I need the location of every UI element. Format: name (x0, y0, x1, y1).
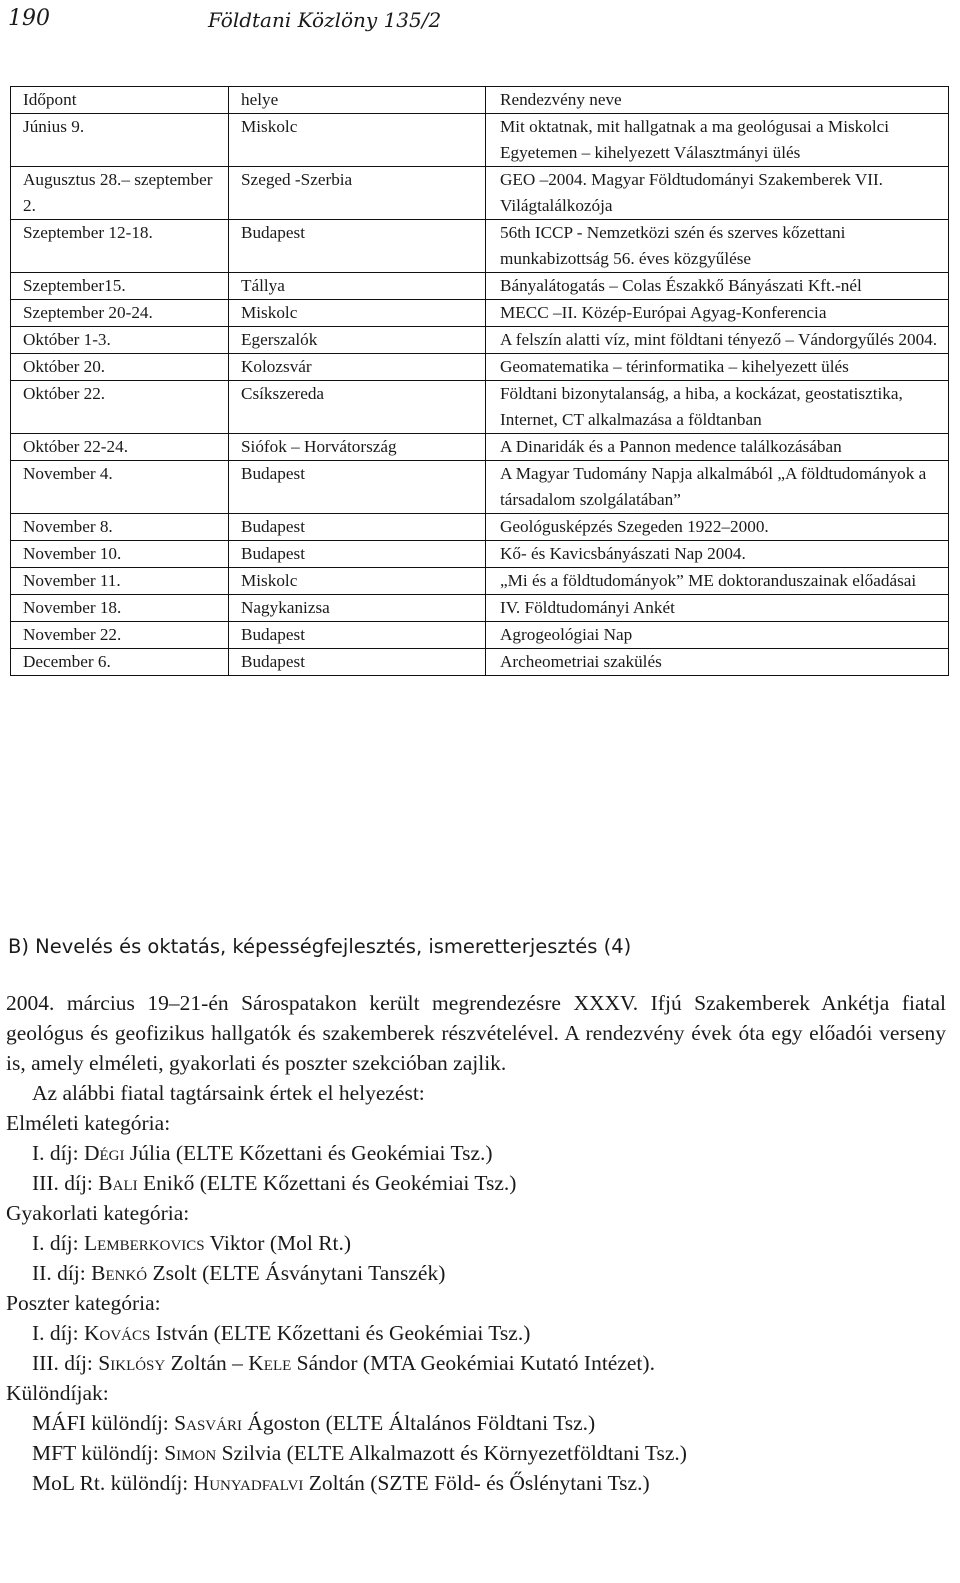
table-cell-event: Mit oktatnak, mit hallgatnak a ma geológusai a Miskolci Egyetemen – kihelyezett Választmányi ülés (486, 114, 949, 167)
table-cell-event: Agrogeológiai Nap (486, 622, 949, 649)
table-cell-date: November 10. (11, 541, 229, 568)
table-row (11, 649, 949, 676)
table-row (11, 434, 949, 461)
award-surname: Simon (164, 1441, 217, 1465)
table-cell-event: A Dinaridák és a Pannon medence találkozásában (486, 434, 949, 461)
section-body (6, 988, 946, 1498)
category-heading: Gyakorlati kategória: (6, 1201, 190, 1225)
table-cell-event: A Magyar Tudomány Napja alkalmából „A földtudományok a társadalom szolgálatában” (486, 461, 949, 514)
award-line (6, 1228, 946, 1258)
table-cell-place: Csíkszereda (229, 381, 486, 434)
award-rest: Viktor (Mol Rt.) (204, 1231, 352, 1255)
table-header-row (11, 87, 949, 114)
table-row (11, 167, 949, 220)
table-cell-event: „Mi és a földtudományok” ME doktoranduszainak előadásai (486, 568, 949, 595)
award-surname: Bali (98, 1171, 138, 1195)
award-prize: I. díj: (32, 1321, 84, 1345)
table-cell-event: Földtani bizonytalanság, a hiba, a kockázat, geostatisztika, Internet, CT alkalmazása a földtanban (486, 381, 949, 434)
journal-title: Földtani Közlöny 135/2 (208, 8, 442, 32)
table-row (11, 381, 949, 434)
table-cell-date: November 8. (11, 514, 229, 541)
award-categories (6, 1108, 946, 1498)
table-cell-event: Rendezvény neve (486, 87, 949, 114)
award-line (6, 1318, 946, 1348)
table-cell-date: Időpont (11, 87, 229, 114)
award-rest: Zoltán (SZTE Föld- és Őslénytani Tsz.) (303, 1471, 650, 1495)
table-cell-date: Szeptember 20-24. (11, 300, 229, 327)
page-number: 190 (8, 6, 50, 31)
table-cell-place: Budapest (229, 622, 486, 649)
table-cell-date: November 18. (11, 595, 229, 622)
table-cell-date: November 4. (11, 461, 229, 514)
table-cell-event: Archeometriai szakülés (486, 649, 949, 676)
award-surname: Sasvári (174, 1411, 242, 1435)
table-row (11, 568, 949, 595)
table-cell-place: Budapest (229, 220, 486, 273)
table-cell-place: Szeged -Szerbia (229, 167, 486, 220)
table-cell-event: Geomatematika – térinformatika – kihelyezett ülés (486, 354, 949, 381)
award-rest: István (ELTE Kőzettani és Geokémiai Tsz.) (150, 1321, 531, 1345)
award-surname: Kele (248, 1351, 292, 1375)
award-line (6, 1438, 946, 1468)
award-line (6, 1258, 946, 1288)
table-row (11, 300, 949, 327)
table-row (11, 220, 949, 273)
award-rest: Sándor (MTA Geokémiai Kutató Intézet). (291, 1351, 655, 1375)
table-row (11, 327, 949, 354)
award-prize: I. díj: (32, 1231, 84, 1255)
award-rest: Ágoston (ELTE Általános Földtani Tsz.) (241, 1411, 596, 1435)
table-cell-date: Október 20. (11, 354, 229, 381)
table-cell-place: Budapest (229, 649, 486, 676)
award-prize: MoL Rt. különdíj: (32, 1471, 194, 1495)
table-cell-place: Siófok – Horvátország (229, 434, 486, 461)
table-row (11, 514, 949, 541)
table-cell-place: Nagykanizsa (229, 595, 486, 622)
table-cell-date: Október 22. (11, 381, 229, 434)
award-line (6, 1408, 946, 1438)
award-line (6, 1348, 946, 1378)
award-rest: Enikő (ELTE Kőzettani és Geokémiai Tsz.) (137, 1171, 517, 1195)
table-cell-date: Szeptember 12-18. (11, 220, 229, 273)
award-prize: II. díj: (32, 1261, 92, 1285)
table-cell-event: Bányalátogatás – Colas Északkő Bányászati Kft.-nél (486, 273, 949, 300)
award-prize: I. díj: (32, 1141, 84, 1165)
award-surname: Lemberkovics (83, 1231, 205, 1255)
table-cell-place: Egerszalók (229, 327, 486, 354)
table-cell-place: Tállya (229, 273, 486, 300)
table-cell-event: A felszín alatti víz, mint földtani tényező – Vándorgyűlés 2004. (486, 327, 949, 354)
table-row (11, 541, 949, 568)
category-heading: Különdíjak: (6, 1381, 109, 1405)
award-line (6, 1138, 946, 1168)
table-cell-date: November 22. (11, 622, 229, 649)
table-row (11, 622, 949, 649)
table-row (11, 461, 949, 514)
table-cell-date: Október 1-3. (11, 327, 229, 354)
table-cell-date: December 6. (11, 649, 229, 676)
table-cell-event: GEO –2004. Magyar Földtudományi Szakemberek VII. Világtalálkozója (486, 167, 949, 220)
award-line (6, 1468, 946, 1498)
table-row (11, 354, 949, 381)
table-cell-date: Augusztus 28.– szeptember 2. (11, 167, 229, 220)
table-cell-place: Miskolc (229, 114, 486, 167)
winners-intro: Az alábbi fiatal tagtársaink értek el helyezést: (32, 1081, 425, 1105)
table-cell-place: Budapest (229, 514, 486, 541)
award-prize: MFT különdíj: (32, 1441, 165, 1465)
table-cell-event: IV. Földtudományi Ankét (486, 595, 949, 622)
table-row (11, 273, 949, 300)
category-heading: Elméleti kategória: (6, 1111, 171, 1135)
table-cell-event: MECC –II. Közép-Európai Agyag-Konferencia (486, 300, 949, 327)
award-rest: Zoltán – (165, 1351, 249, 1375)
table-cell-date: Szeptember15. (11, 273, 229, 300)
section-title: B) Nevelés és oktatás, képességfejlesztés, ismeretterjesztés (4) (8, 935, 632, 958)
table-row (11, 114, 949, 167)
award-prize: III. díj: (32, 1171, 99, 1195)
category-heading: Poszter kategória: (6, 1291, 161, 1315)
award-rest: Szilvia (ELTE Alkalmazott és Környezetföldtani Tsz.) (216, 1441, 687, 1465)
award-prize: MÁFI különdíj: (32, 1411, 175, 1435)
award-surname: Siklósy (98, 1351, 166, 1375)
award-surname: Hunyadfalvi (193, 1471, 304, 1495)
award-surname: Kovács (83, 1321, 151, 1345)
table-cell-event: 56th ICCP - Nemzetközi szén és szerves kőzettani munkabizottság 56. éves közgyűlése (486, 220, 949, 273)
award-rest: Zsolt (ELTE Ásványtani Tanszék) (147, 1261, 446, 1285)
table-cell-event: Kő- és Kavicsbányászati Nap 2004. (486, 541, 949, 568)
table-cell-place: Budapest (229, 461, 486, 514)
table-cell-place: Kolozsvár (229, 354, 486, 381)
table-cell-place: Miskolc (229, 300, 486, 327)
table-cell-date: November 11. (11, 568, 229, 595)
award-surname: Dégi (83, 1141, 125, 1165)
table-cell-date: Június 9. (11, 114, 229, 167)
page-header (8, 6, 952, 36)
award-prize: III. díj: (32, 1351, 99, 1375)
events-table (10, 86, 949, 676)
table-row (11, 595, 949, 622)
award-line (6, 1168, 946, 1198)
award-rest: Júlia (ELTE Kőzettani és Geokémiai Tsz.) (124, 1141, 493, 1165)
table-cell-place: helye (229, 87, 486, 114)
award-surname: Benkó (91, 1261, 148, 1285)
table-cell-place: Miskolc (229, 568, 486, 595)
intro-paragraph: 2004. március 19–21-én Sárospatakon került megrendezésre XXXV. Ifjú Szakemberek Ankétja fiatal geológus és geofizikus hallgatók és szakemberek részvételével. A rendezvény évek óta egy előadói verseny is, amely elméleti, gyakorlati és poszter szekcióban zajlik. (6, 991, 946, 1075)
table-cell-event: Geológusképzés Szegeden 1922–2000. (486, 514, 949, 541)
table-cell-place: Budapest (229, 541, 486, 568)
table-cell-date: Október 22-24. (11, 434, 229, 461)
